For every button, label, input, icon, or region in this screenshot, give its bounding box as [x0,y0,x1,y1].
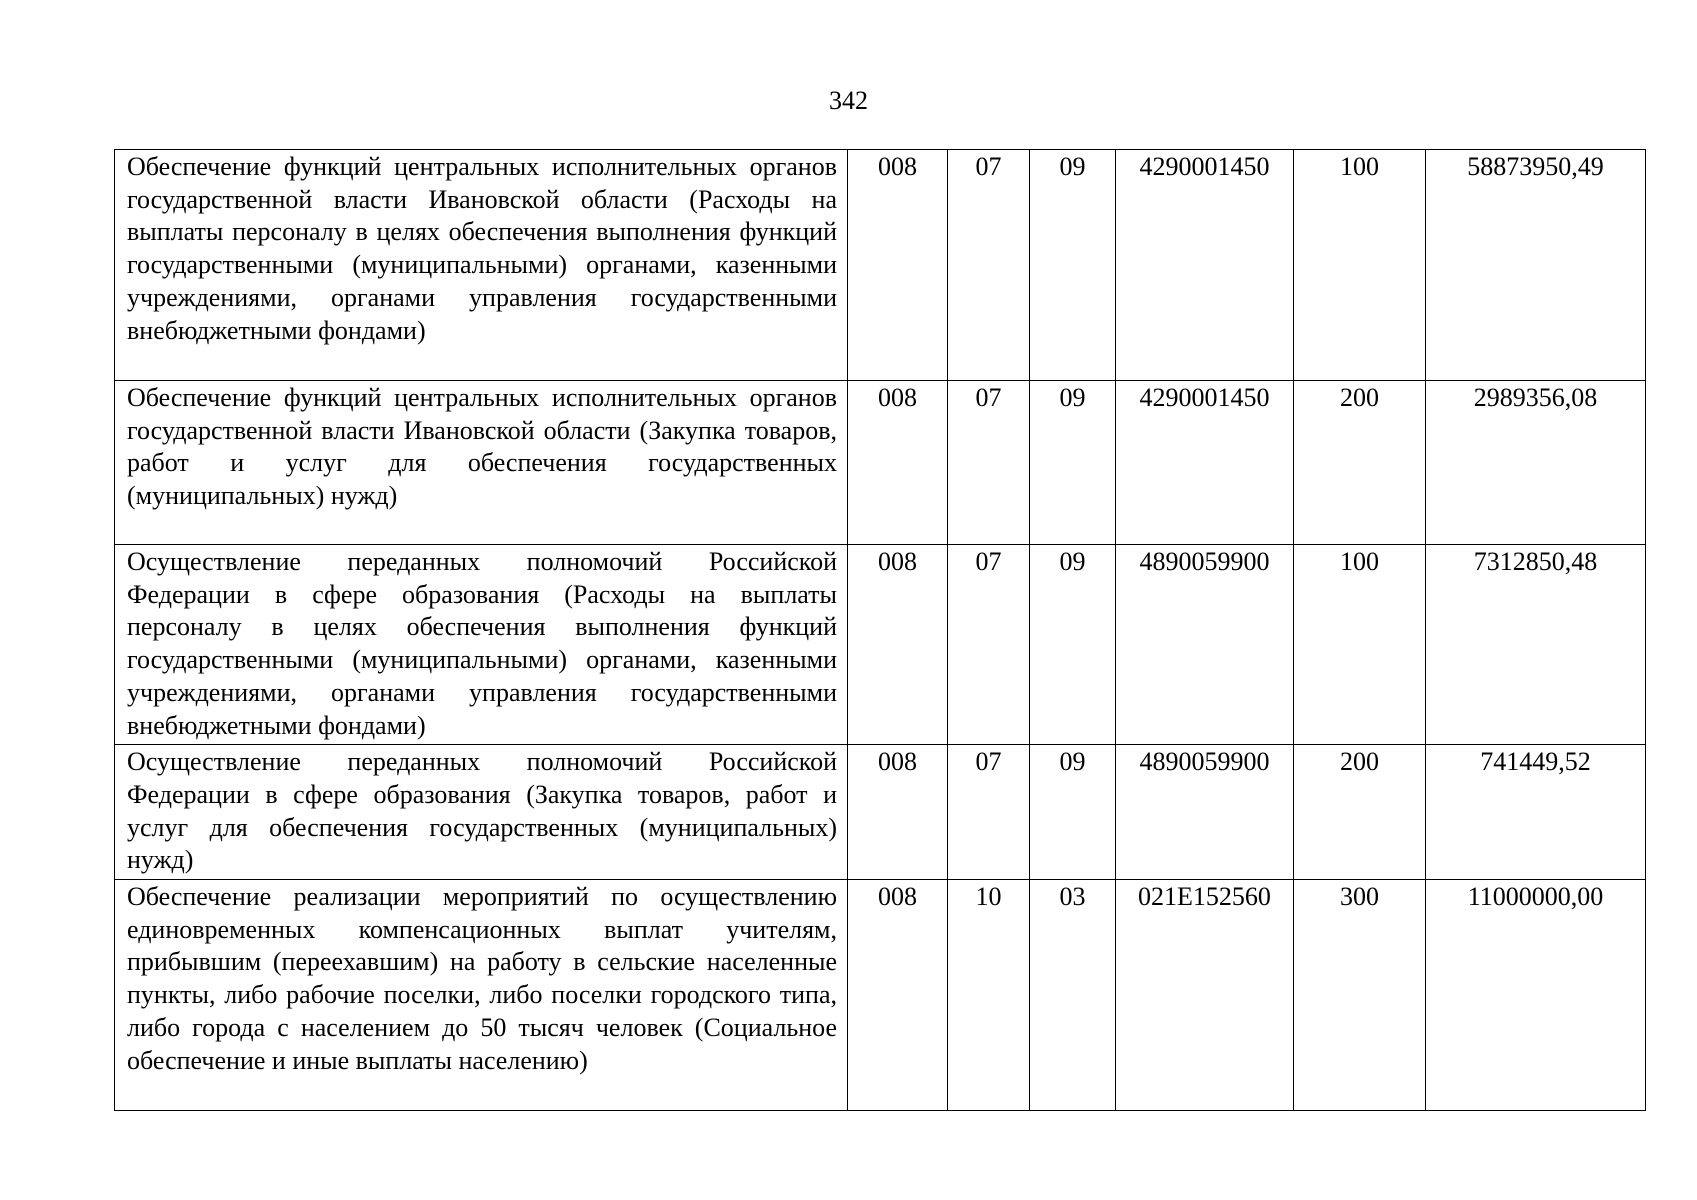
table-row [115,150,1646,381]
section-code: 10 [948,880,1030,1111]
target-article-code: 4290001450 [1116,381,1294,545]
ministry-code: 008 [848,150,948,381]
amount: 741449,52 [1426,745,1646,880]
ministry-code: 008 [848,745,948,880]
section-code: 07 [948,545,1030,745]
expense-type-code: 100 [1294,545,1426,745]
section-code: 07 [948,150,1030,381]
table-row [115,745,1646,880]
expense-description: Обеспечение функций центральных исполнительных органов государственной власти Ивановской области (Расходы на выплаты персоналу в целях обеспечения выполнения функций государственными (муниципальными) органами, казенными учреждениями, органами управления государственными внебюджетными фондами) [115,150,848,381]
ministry-code: 008 [848,545,948,745]
expense-description: Осуществление переданных полномочий Российской Федерации в сфере образования (Расходы на выплаты персоналу в целях обеспечения выполнения функций государственными (муниципальными) органами, казенными учреждениями, органами управления государственными внебюджетными фондами) [115,545,848,745]
subsection-code: 03 [1030,880,1116,1111]
amount: 58873950,49 [1426,150,1646,381]
table-row [115,381,1646,545]
target-article-code: 4890059900 [1116,545,1294,745]
table-row [115,545,1646,745]
expense-type-code: 100 [1294,150,1426,381]
subsection-code: 09 [1030,150,1116,381]
expense-description: Обеспечение функций центральных исполнительных органов государственной власти Ивановской области (Закупка товаров, работ и услуг для обеспечения государственных (муниципальных) нужд) [115,381,848,545]
target-article-code: 021E152560 [1116,880,1294,1111]
expense-type-code: 200 [1294,381,1426,545]
expense-type-code: 300 [1294,880,1426,1111]
table-row [115,880,1646,1111]
target-article-code: 4890059900 [1116,745,1294,880]
subsection-code: 09 [1030,545,1116,745]
page-number: 342 [829,86,868,115]
amount: 11000000,00 [1426,880,1646,1111]
subsection-code: 09 [1030,381,1116,545]
amount: 7312850,48 [1426,545,1646,745]
ministry-code: 008 [848,880,948,1111]
expense-description: Осуществление переданных полномочий Российской Федерации в сфере образования (Закупка товаров, работ и услуг для обеспечения государственных (муниципальных) нужд) [115,745,848,880]
expense-description: Обеспечение реализации мероприятий по осуществлению единовременных компенсационных выплат учителям, прибывшим (переехавшим) на работу в сельские населенные пункты, либо рабочие поселки, либо поселки городского типа, либо города с населением до 50 тысяч человек (Социальное обеспечение и иные выплаты населению) [115,880,848,1111]
expense-type-code: 200 [1294,745,1426,880]
subsection-code: 09 [1030,745,1116,880]
budget-table [114,149,1646,1111]
section-code: 07 [948,745,1030,880]
section-code: 07 [948,381,1030,545]
ministry-code: 008 [848,381,948,545]
amount: 2989356,08 [1426,381,1646,545]
target-article-code: 4290001450 [1116,150,1294,381]
